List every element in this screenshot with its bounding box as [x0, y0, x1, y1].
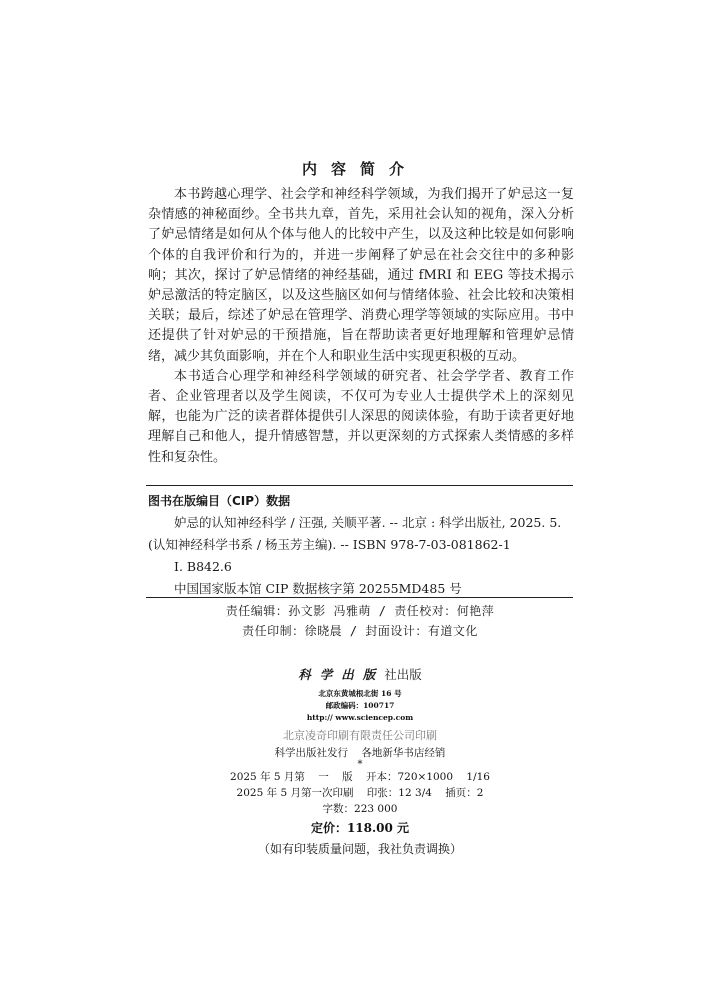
publisher-line: [0, 665, 720, 683]
cip-data-block: [148, 490, 574, 600]
publisher-postcode: 邮政编码：100717: [325, 701, 395, 710]
cip-bottom-divider: [146, 597, 573, 598]
publisher-logo: 科学出版: [298, 667, 385, 682]
distribution-line: 科学出版社发行 各地新华书店经销: [274, 747, 446, 759]
publisher-url: http:// www.sciencep.com: [306, 713, 414, 722]
publication-info: [0, 688, 720, 859]
publisher-address: 北京东黄城根北街 16 号: [318, 689, 402, 698]
credits-line-editors: 责任编辑：孙文影 冯雅萌 / 责任校对：何艳萍: [225, 604, 495, 618]
separator-star: *: [357, 759, 363, 770]
edition-line: 2025 年 5 月第 一 版 开本：720×1000 1/16: [230, 771, 490, 783]
printing-line: 2025 年 5 月第一次印刷 印张：12 3/4 插页：2: [236, 787, 484, 799]
price: 定价：118.00 元: [310, 821, 410, 835]
cip-heading: 图书在版编目（CIP）数据: [148, 494, 291, 508]
word-count: 字数：223 000: [322, 803, 398, 815]
intro-paragraph-2: 本书适合心理学和神经科学领域的研究者、社会学学者、教育工作者、企业管理者以及学生阅读，不仅可为专业人士提供学术上的深刻见解，也能为广泛的读者群体提供引人深思的阅读体验，有助于读者更好地理解自己和他人，提升情感智慧，并以更深刻的方式探索人类情感的多样性和复杂性。: [148, 368, 574, 465]
cip-series-isbn-line: (认知神经科学书系 / 杨玉芳主编). -- ISBN 978-7-03-081862-1: [148, 537, 511, 552]
cip-top-divider: [146, 485, 573, 486]
editorial-credits: [0, 601, 720, 641]
cip-record-number-line: 中国国家版本馆 CIP 数据核字第 20255MD485 号: [174, 581, 462, 596]
page-title: 内容简介: [301, 160, 418, 178]
cip-bibliographic-line: 妒忌的认知神经科学 / 汪强, 关顺平著. -- 北京 : 科学出版社, 2025. 5.: [174, 515, 562, 530]
publisher-suffix: 社出版: [384, 667, 422, 682]
printer-name: 北京凌奇印刷有限责任公司印刷: [283, 729, 437, 742]
credits-line-production: 责任印制：徐晓晨 / 封面设计：有道文化: [242, 624, 478, 638]
cip-classification-line: Ⅰ. B842.6: [174, 559, 232, 574]
quality-note: （如有印装质量问题，我社负责调换）: [257, 842, 462, 856]
intro-paragraph-1: 本书跨越心理学、社会学和神经科学领域，为我们揭开了妒忌这一复杂情感的神秘面纱。全书共九章，首先，采用社会认知的视角，深入分析了妒忌情绪是如何从个体与他人的比较中产生，以及这种比较是如何影响个体的自我评价和行为的，并进一步阐释了妒忌在社会交往中的多种影响；其次，探讨了妒忌情绪的神经基础，通过 fMRI 和 EEG 等技术揭示妒忌激活的特定脑区，以及这些脑区如何与情绪体验、社会比较和决策相关联；最后，综述了妒忌在管理学、消费心理学等领域的实际应用。书中还提供了针对妒忌的干预措施，旨在帮助读者更好地理解和管理妒忌情绪，减少其负面影响，并在个人和职业生活中实现更积极的互动。: [148, 187, 574, 364]
book-introduction: [148, 185, 574, 468]
